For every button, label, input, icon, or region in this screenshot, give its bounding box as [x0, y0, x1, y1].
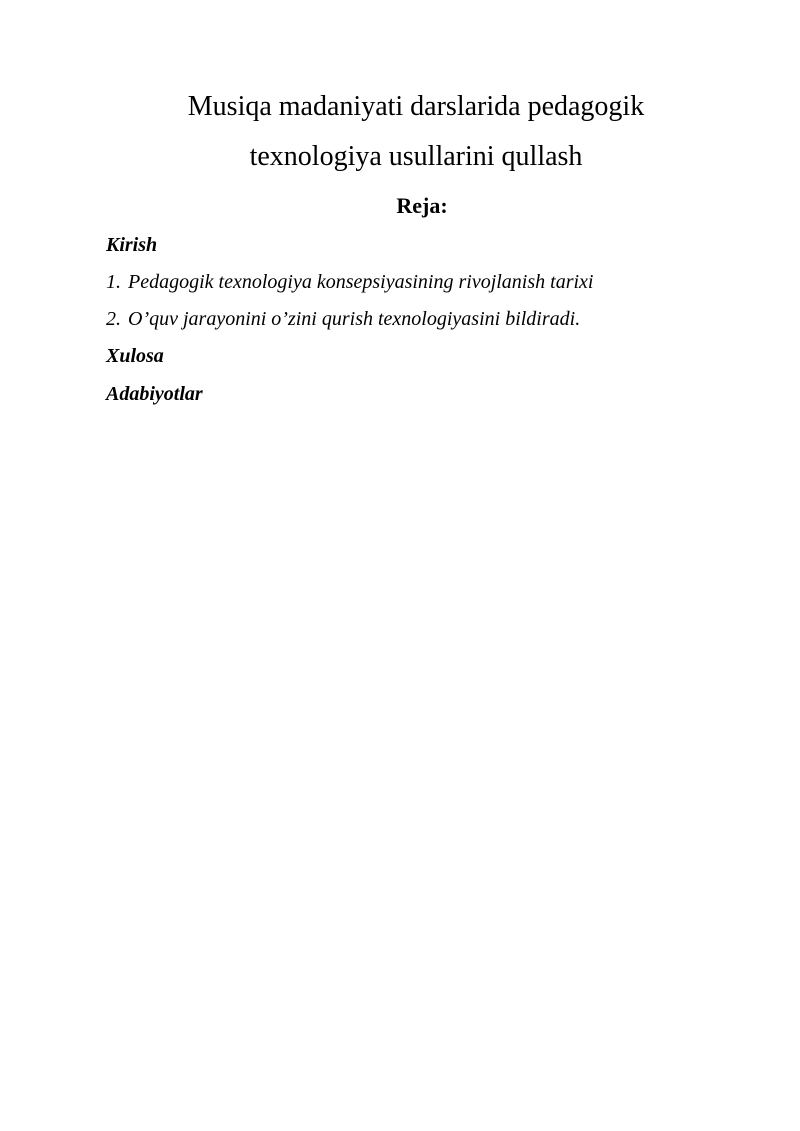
plan-item-text: O’quv jarayonini o’zini qurish texnologiyasini bildiradi.: [128, 308, 581, 330]
plan-item-conclusion: Xulosa: [106, 345, 164, 367]
plan-item-text: Pedagogik texnologiya konsepsiyasining rivojlanish tarixi: [128, 271, 594, 293]
document-title-line-1: Musiqa madaniyati darslarida pedagogik: [187, 91, 645, 122]
plan-item-intro: Kirish: [106, 234, 158, 256]
document-title-line-2: texnologiya usullarini qullash: [249, 141, 583, 172]
plan-item-number: 2.: [106, 308, 121, 330]
plan-item-references: Adabiyotlar: [106, 383, 203, 405]
plan-heading: Reja:: [396, 193, 448, 218]
plan-item-2: [106, 306, 580, 332]
plan-item-number: 1.: [106, 271, 121, 293]
plan-item-1: [106, 269, 593, 295]
